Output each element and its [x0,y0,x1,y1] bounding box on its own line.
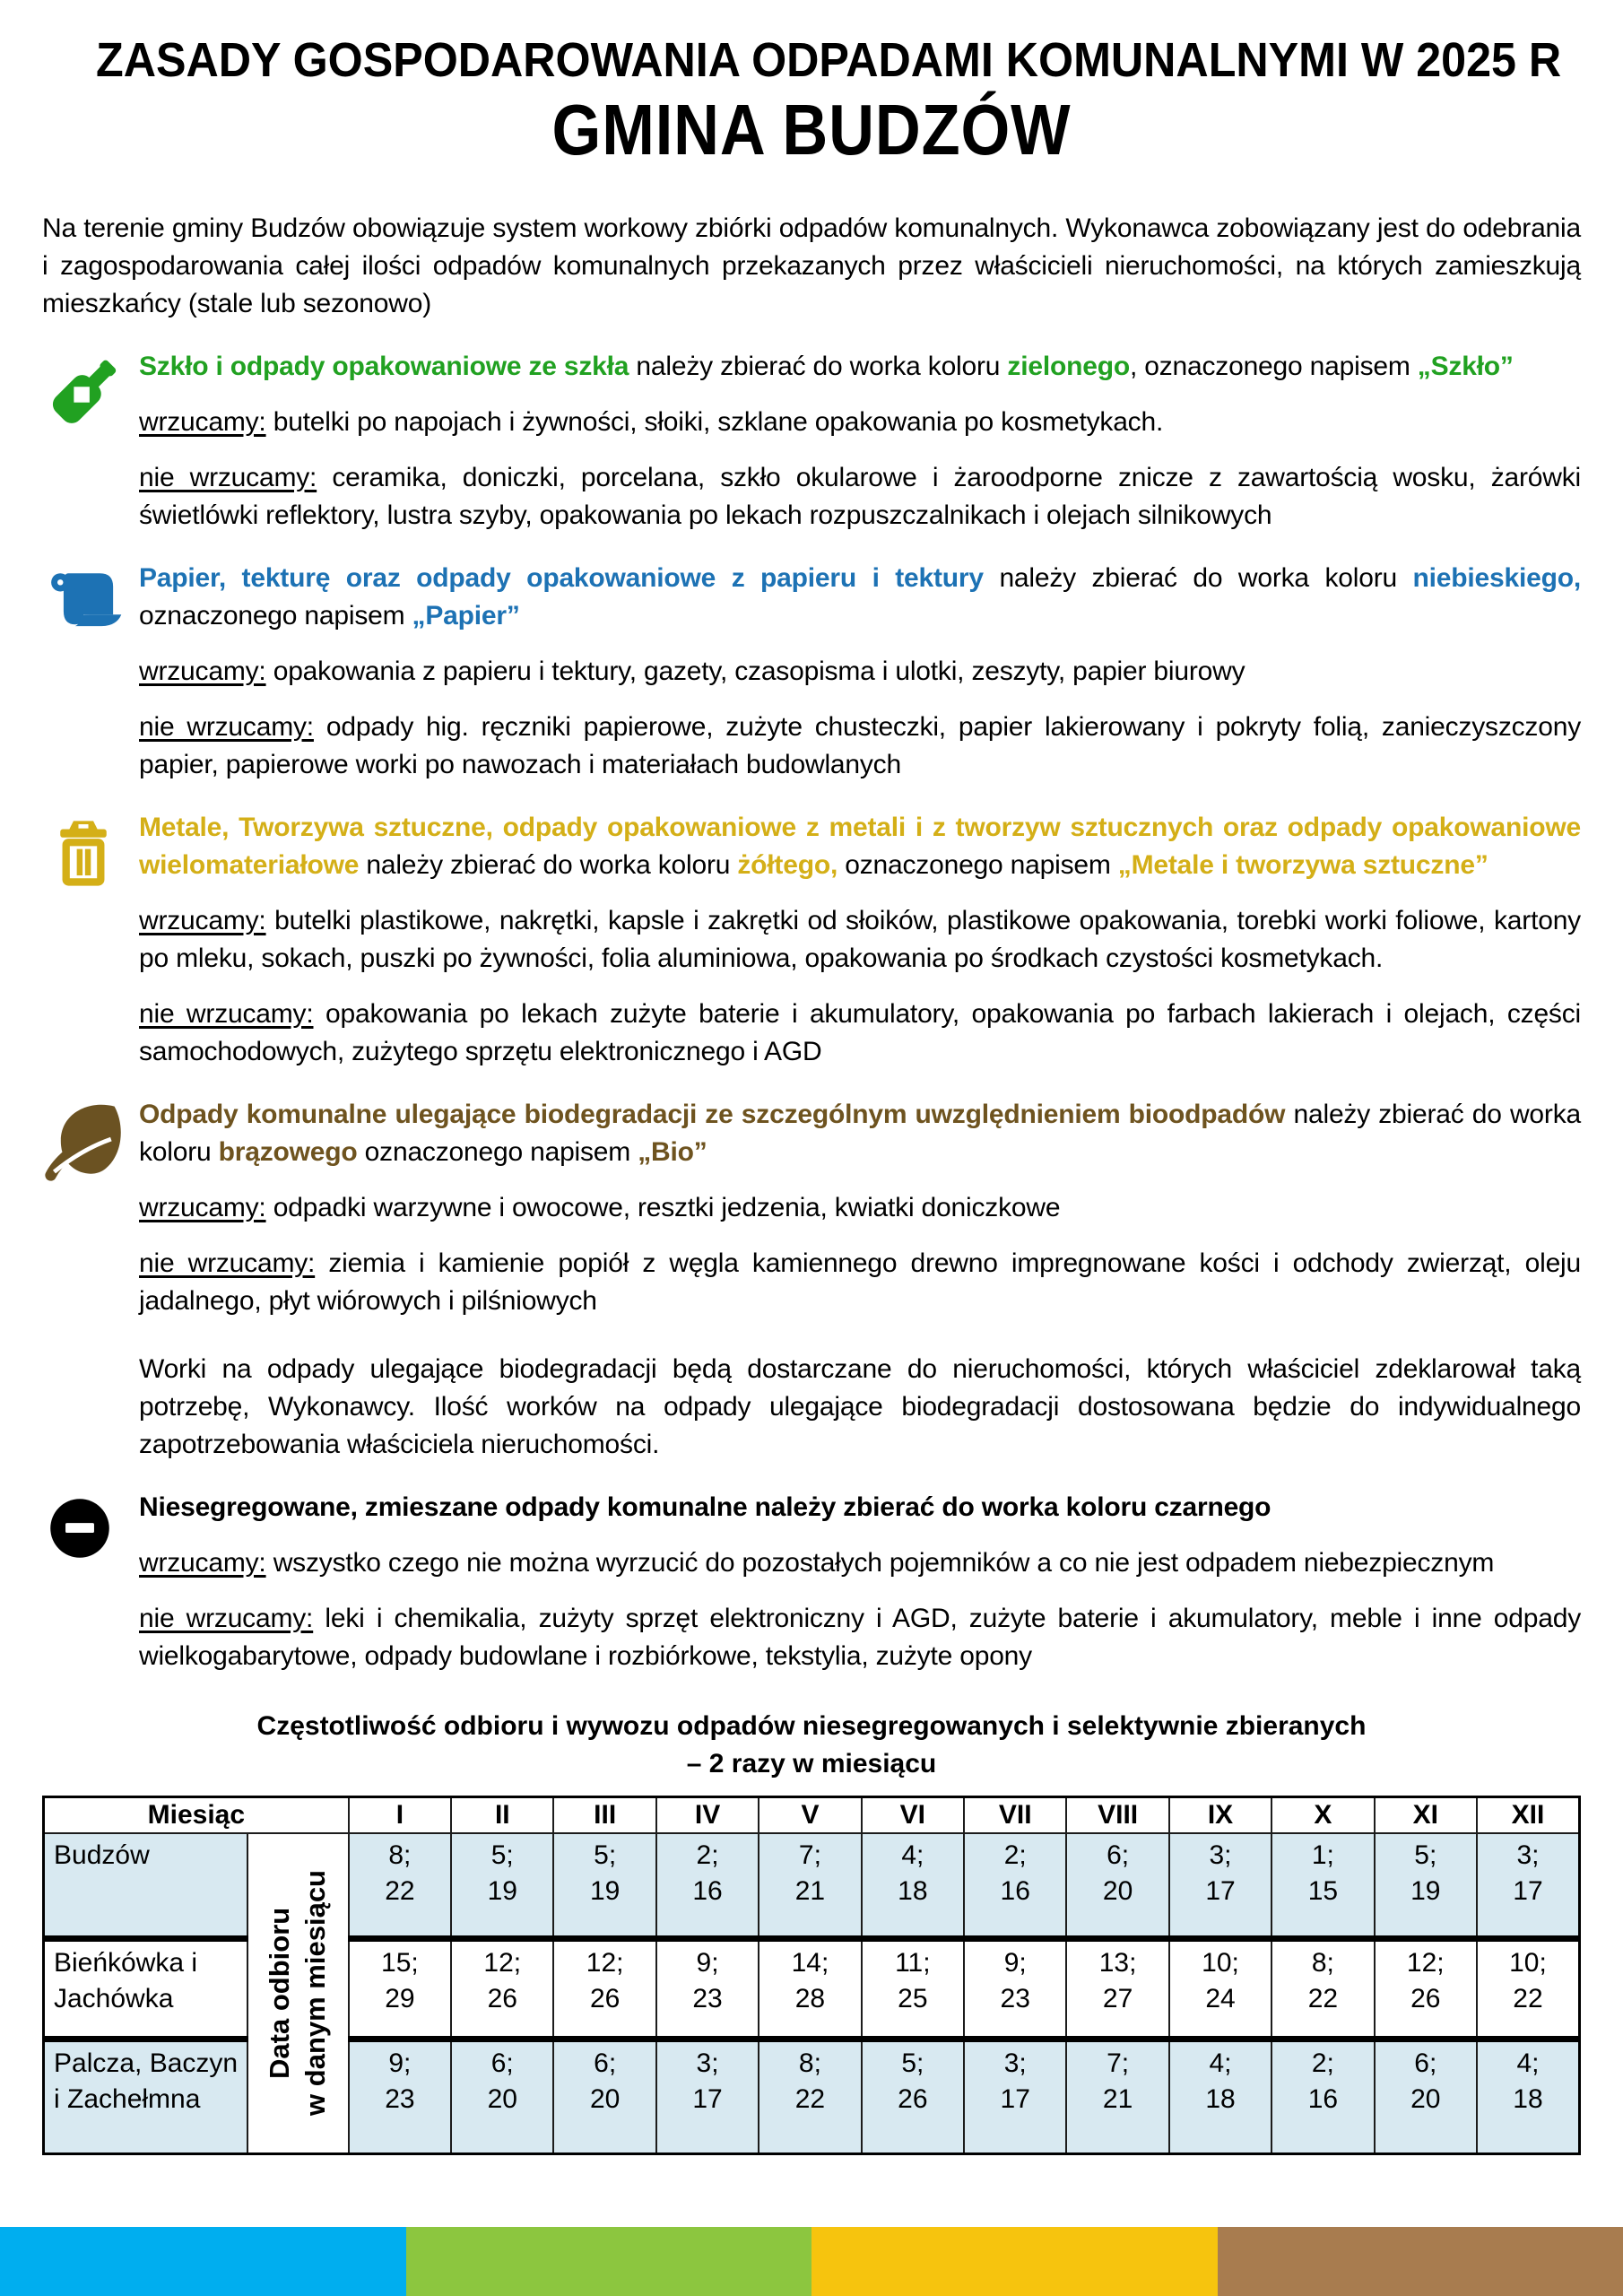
pickup-dates-cell: 3; 17 [656,2039,759,2154]
pickup-dates-cell: 10; 24 [1169,1939,1271,2039]
pickup-dates-cell: 2; 16 [964,1833,1066,1939]
wrzucamy-paragraph: wrzucamy: butelki plastikowe, nakrętki, kapsle i zakrętki od słoików, plastikowe opakowania, torebki worki foliowe, kartony po mleku, sokach, puszki po żywności, folia aluminiowa, opakowania po środkach czystości kosmetykach. [139,906,1581,973]
month-header: VI [862,1797,964,1833]
page-title: ZASADY GOSPODAROWANIA ODPADAMI KOMUNALNYMI W 2025 R [96,33,1562,87]
month-header: III [553,1797,655,1833]
pickup-dates-cell: 10; 22 [1477,1939,1580,2039]
bio-bags-note: Worki na odpady ulegające biodegradacji będą dostarczane do nieruchomości, których właściciel zdeklarował taką potrzebę, Wykonawcy. Ilość worków na odpady ulegające biodegradacji dostosowana będzie do indywidualnego zapotrzebowania właściciela nieruchomości. [139,1354,1581,1459]
schedule-title-line1: Częstotliwość odbioru i wywozu odpadów niesegregowanych i selektywnie zbieranych [256,1711,1367,1741]
pickup-dates-cell: 1; 15 [1271,1833,1374,1939]
village-name-cell: Bieńkówka i Jachówka [44,1939,248,2039]
pickup-dates-cell: 8; 22 [1271,1939,1374,2039]
wrzucamy-paragraph: wrzucamy: opakowania z papieru i tektury, gazety, czasopisma i ulotki, zeszyty, papier biurowy [139,657,1245,686]
month-header: XII [1477,1797,1580,1833]
schedule-header-row [44,1797,1580,1833]
nie-wrzucamy-paragraph: nie wrzucamy: ziemia i kamienie popiół z węgla kamiennego drewno impregnowane kości i odchody zwierząt, oleju jadalnego, płyt wiórowych i pilśniowych [139,1248,1581,1316]
month-header: VII [964,1797,1066,1833]
bottle-icon [42,348,139,535]
footer-segment-brown [1218,2227,1623,2296]
month-header: IX [1169,1797,1271,1833]
nie-wrzucamy-paragraph: nie wrzucamy: ceramika, doniczki, porcelana, szkło okularowe i żaroodporne znicze z zawartością wosku, żarówki świetlówki reflektory, lustra szyby, opakowania po lekach rozpuszczalnikach i olejach silnikowych [139,463,1581,530]
footer-color-bar [0,2227,1623,2296]
pickup-dates-cell: 4; 18 [1477,2039,1580,2154]
section-metals-plastics [42,809,1581,1071]
section-heading: Niesegregowane, zmieszane odpady komunalne należy zbierać do worka koloru czarnego [139,1492,1271,1522]
section-heading: Szkło i odpady opakowaniowe ze szkła należy zbierać do worka koloru zielonego, oznaczonego napisem „Szkło” [139,352,1514,381]
wrzucamy-paragraph: wrzucamy: odpadki warzywne i owocowe, resztki jedzenia, kwiatki doniczkowe [139,1193,1061,1222]
intro-paragraph: Na terenie gminy Budzów obowiązuje system workowy zbiórki odpadów komunalnych. Wykonawca zobowiązany jest do odebrania i zagospodarowania całej ilości odpadów komunalnych przekazanych przez właścicieli nieruchomości, na których zamieszkują mieszkańcy (stale lub sezonowo) [42,213,1581,318]
pickup-dates-cell: 12; 26 [1375,1939,1477,2039]
wrzucamy-paragraph: wrzucamy: butelki po napojach i żywności, słoiki, szklane opakowania po kosmetykach. [139,407,1164,437]
pickup-dates-cell: 12; 26 [553,1939,655,2039]
minus-circle-icon [42,1489,139,1675]
paper-scroll-icon [42,560,139,784]
pickup-dates-cell: 8; 22 [349,1833,451,1939]
pickup-dates-cell: 7; 21 [759,1833,861,1939]
pickup-dates-cell: 6; 20 [1066,1833,1168,1939]
pickup-dates-cell: 5; 26 [862,2039,964,2154]
pickup-dates-cell: 9; 23 [656,1939,759,2039]
section-glass [42,348,1581,535]
footer-segment-yellow [812,2227,1218,2296]
section-heading: Odpady komunalne ulegające biodegradacji ze szczególnym uwzględnieniem bioodpadów należy zbierać do worka koloru brązowego oznaczonego napisem „Bio” [139,1100,1581,1167]
pickup-dates-cell: 5; 19 [451,1833,553,1939]
month-header: VIII [1066,1797,1168,1833]
pickup-dates-cell: 3; 17 [1477,1833,1580,1939]
pickup-dates-cell: 3; 17 [964,2039,1066,2154]
pickup-dates-cell: 7; 21 [1066,2039,1168,2154]
pickup-dates-cell: 2; 16 [1271,2039,1374,2154]
month-header: X [1271,1797,1374,1833]
nie-wrzucamy-paragraph: nie wrzucamy: odpady hig. ręczniki papierowe, zużyte chusteczki, papier lakierowany i pokryty folią, zanieczyszczony papier, papierowe worki po nawozach i materiałach budowlanych [139,712,1582,779]
schedule-row [44,1833,1580,1939]
pickup-dates-cell: 6; 20 [451,2039,553,2154]
nie-wrzucamy-paragraph: nie wrzucamy: opakowania po lekach zużyte baterie i akumulatory, opakowania po farbach lakierach i olejach, części samochodowych, zużytego sprzętu elektronicznego i AGD [139,999,1582,1066]
pickup-dates-cell: 13; 27 [1066,1939,1168,2039]
pickup-dates-cell: 15; 29 [349,1939,451,2039]
pickup-dates-cell: 5; 19 [553,1833,655,1939]
month-corner-header: Miesiąc [44,1797,349,1833]
page-subtitle: GMINA BUDZÓW [551,90,1072,170]
rotated-label-cell [247,1833,348,2154]
pickup-dates-cell: 3; 17 [1169,1833,1271,1939]
pickup-dates-cell: 4; 18 [862,1833,964,1939]
village-name-cell: Palcza, Baczyn i Zachełmna [44,2039,248,2154]
leaf-icon [42,1096,139,1320]
schedule-title [42,1708,1581,1783]
village-name-cell: Budzów [44,1833,248,1939]
pickup-dates-cell: 9; 23 [349,2039,451,2154]
pickup-dates-cell: 4; 18 [1169,2039,1271,2154]
pickup-dates-cell: 6; 20 [553,2039,655,2154]
month-header: IV [656,1797,759,1833]
wrzucamy-paragraph: wrzucamy: wszystko czego nie można wyrzucić do pozostałych pojemników a co nie jest odpadem niebezpiecznym [139,1548,1495,1578]
pickup-dates-cell: 8; 22 [759,2039,861,2154]
pickup-dates-cell: 6; 20 [1375,2039,1477,2154]
section-mixed [42,1489,1581,1675]
schedule-table [42,1796,1581,2155]
section-heading: Papier, tekturę oraz odpady opakowaniowe z papieru i tektury należy zbierać do worka koloru niebieskiego, oznaczonego napisem „Papier” [139,563,1581,631]
trash-bin-icon [42,809,139,1071]
month-header: V [759,1797,861,1833]
month-header: I [349,1797,451,1833]
pickup-dates-cell: 5; 19 [1375,1833,1477,1939]
schedule-title-line2: – 2 razy w miesiącu [686,1749,937,1779]
nie-wrzucamy-paragraph: nie wrzucamy: leki i chemikalia, zużyty sprzęt elektroniczny i AGD, zużyte baterie i akumulatory, meble i inne odpady wielkogabarytowe, odpady budowlane i rozbiórkowe, tekstylia, zużyte opony [139,1604,1582,1671]
pickup-dates-cell: 2; 16 [656,1833,759,1939]
pickup-dates-cell: 14; 28 [759,1939,861,2039]
pickup-dates-cell: 11; 25 [862,1939,964,2039]
month-header: XI [1375,1797,1477,1833]
section-heading: Metale, Tworzywa sztuczne, odpady opakowaniowe z metali i z tworzyw sztucznych oraz odpady opakowaniowe wielomateriałowe należy zbierać do worka koloru żółtego, oznaczonego napisem „Metale i tworzywa sztuczne” [139,813,1581,880]
section-paper [42,560,1581,784]
pickup-dates-cell: 9; 23 [964,1939,1066,2039]
pickup-dates-cell: 12; 26 [451,1939,553,2039]
month-header: II [451,1797,553,1833]
rotated-label-line: Data odbioru [264,1907,296,2079]
footer-segment-green [406,2227,812,2296]
footer-segment-blue [0,2227,406,2296]
section-bio [42,1096,1581,1320]
rotated-label-line: w danym miesiącu [299,1870,332,2117]
